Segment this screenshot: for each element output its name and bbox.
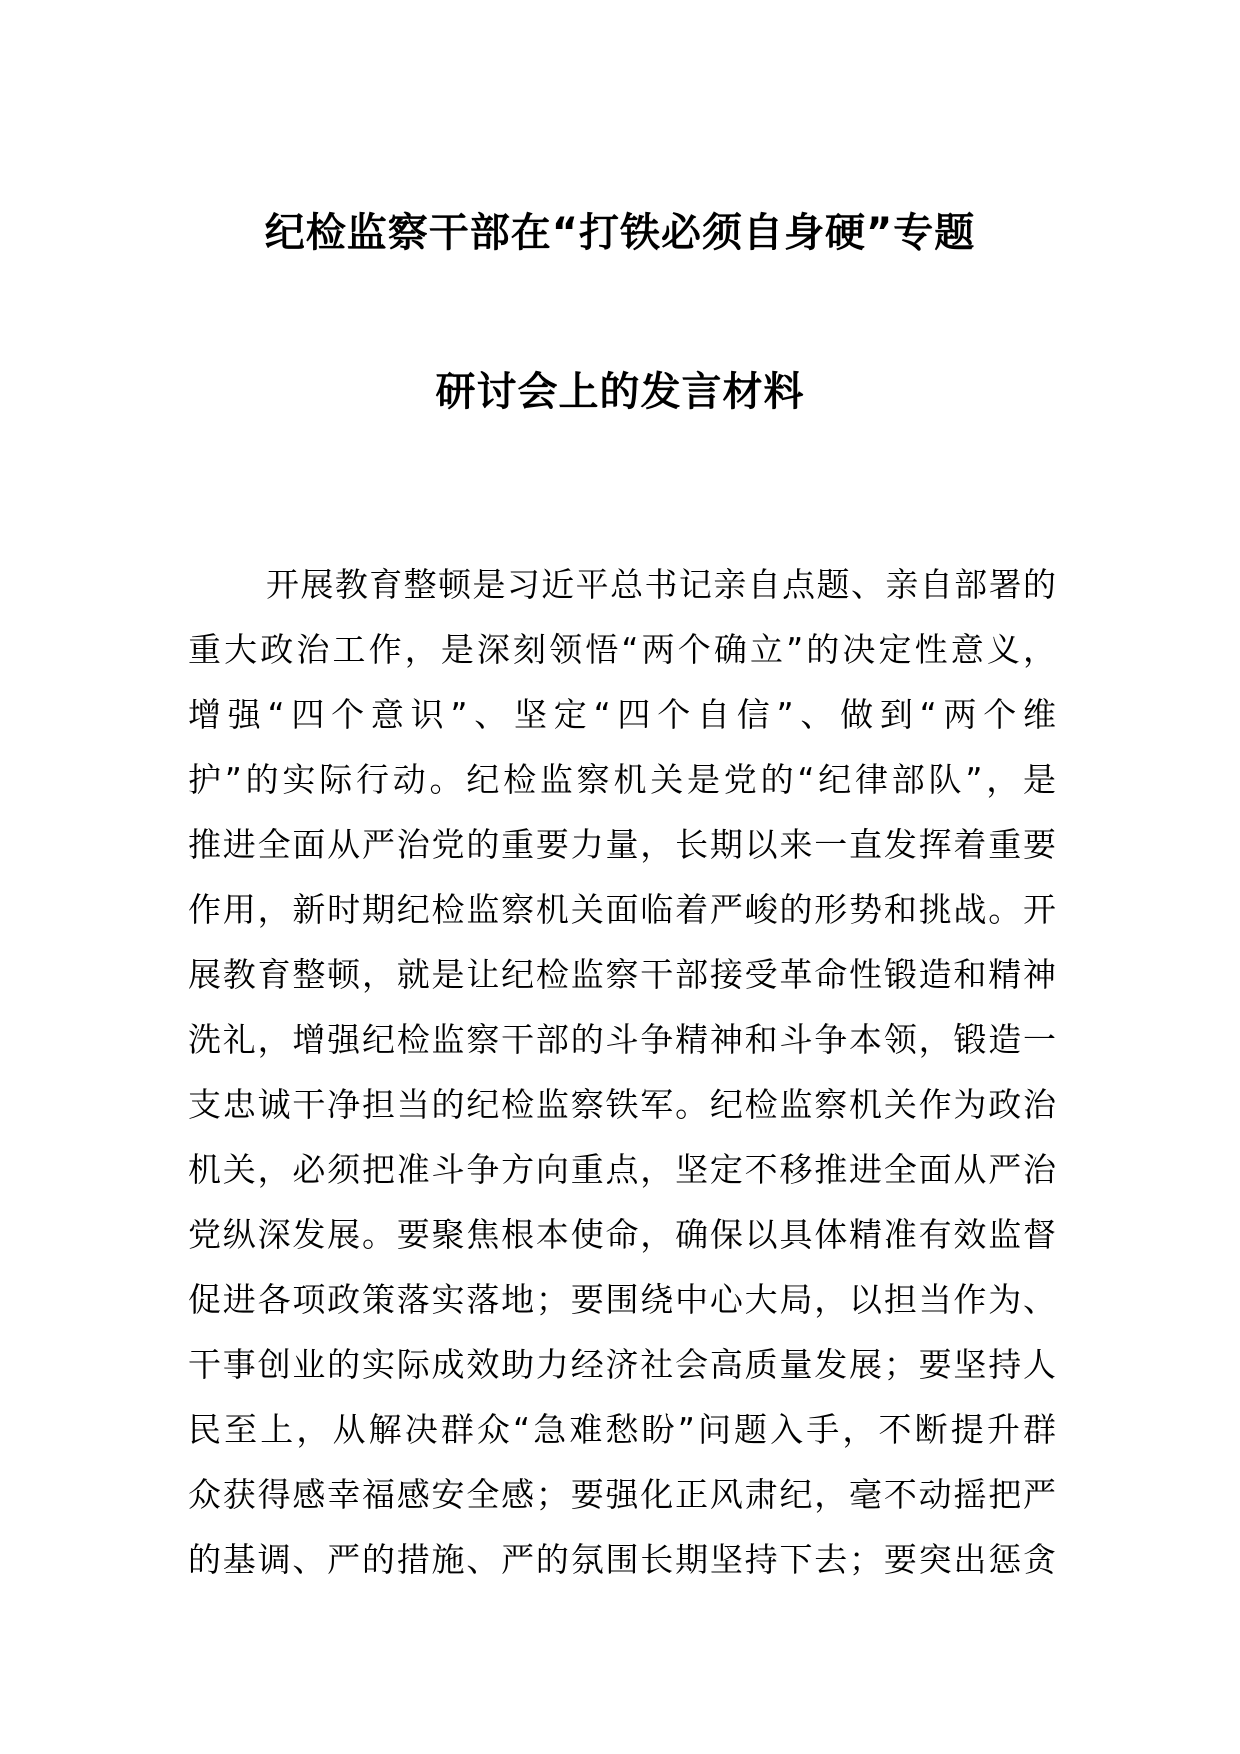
body-line: 支忠诚干净担当的纪检监察铁军。纪检监察机关作为政治 — [188, 1085, 1056, 1124]
body-line: 展教育整顿，就是让纪检监察干部接受革命性锻造和精神 — [188, 955, 1056, 994]
body-line: 重大政治工作，是深刻领悟“两个确立”的决定性意义， — [188, 630, 1056, 669]
body-line: 推进全面从严治党的重要力量，长期以来一直发挥着重要 — [188, 825, 1056, 864]
body-line: 的基调、严的措施、严的氛围长期坚持下去；要突出惩贪 — [188, 1540, 1056, 1579]
body-line: 增强“四个意识”、坚定“四个自信”、做到“两个维 — [188, 695, 1056, 734]
body-line: 作用，新时期纪检监察机关面临着严峻的形势和挑战。开 — [188, 890, 1056, 929]
body-line: 党纵深发展。要聚焦根本使命，确保以具体精准有效监督 — [188, 1215, 1056, 1254]
body-line: 干事创业的实际成效助力经济社会高质量发展；要坚持人 — [188, 1345, 1056, 1384]
body-line: 众获得感幸福感安全感；要强化正风肃纪，毫不动摇把严 — [188, 1475, 1056, 1514]
document-title-line-2: 研讨会上的发言材料 — [435, 369, 805, 415]
body-line: 民至上，从解决群众“急难愁盼”问题入手，不断提升群 — [188, 1410, 1056, 1449]
body-line: 开展教育整顿是习近平总书记亲自点题、亲自部署的 — [266, 565, 1056, 604]
body-line: 洗礼，增强纪检监察干部的斗争精神和斗争本领，锻造一 — [188, 1020, 1056, 1059]
body-line: 护”的实际行动。纪检监察机关是党的“纪律部队”，是 — [188, 760, 1056, 799]
body-line: 机关，必须把准斗争方向重点，坚定不移推进全面从严治 — [188, 1150, 1056, 1189]
body-line: 促进各项政策落实落地；要围绕中心大局，以担当作为、 — [188, 1280, 1056, 1319]
document-title-line-1: 纪检监察干部在“打铁必须自身硬”专题 — [264, 210, 976, 256]
document-body-paragraph — [188, 552, 1056, 1592]
